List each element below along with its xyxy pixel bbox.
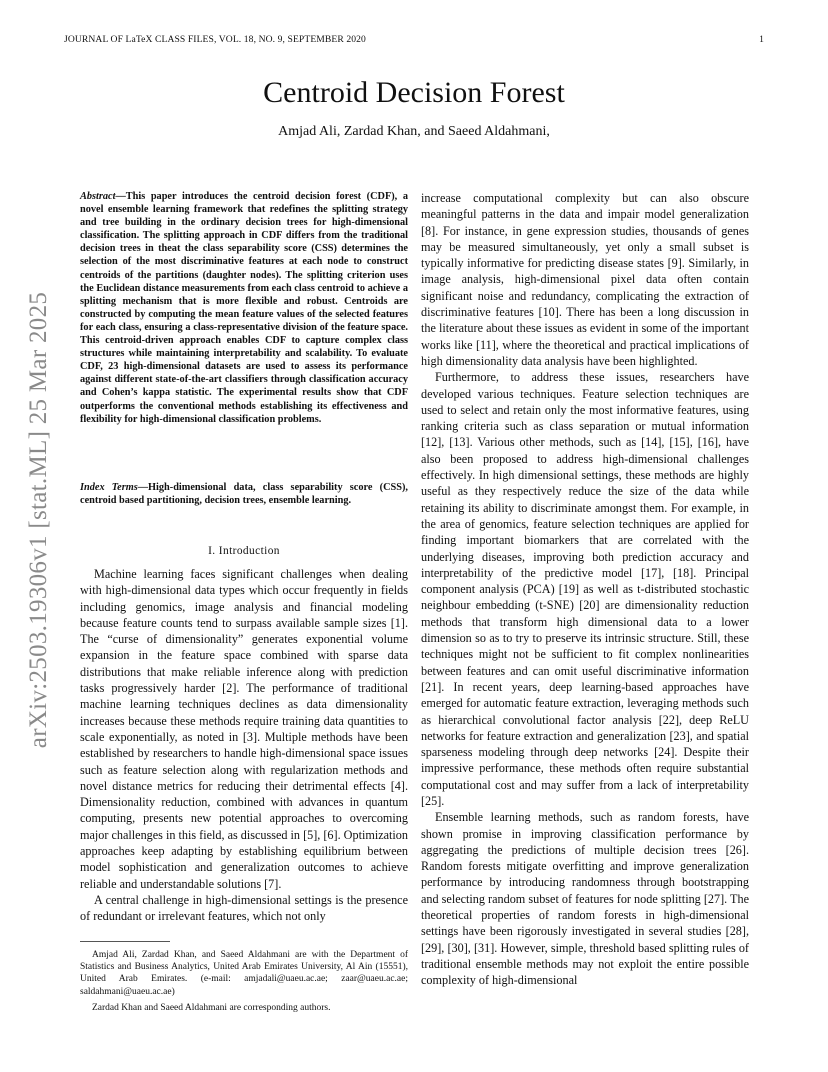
abstract [80,190,408,426]
footnotes [80,949,408,1014]
author-list: Amjad Ali, Zardad Khan, and Saeed Aldahmani, [278,124,550,139]
arxiv-identifier[interactable]: arXiv:2503.19306v1 [stat.ML] 25 Mar 2025 [25,291,52,749]
journal-name: JOURNAL OF LaTeX CLASS FILES, VOL. 18, NO. 9, SEPTEMBER 2020 [64,34,366,45]
paragraph: Ensemble learning methods, such as random forests, have shown promise in improving classification performance by aggregating the predictions of multiple decision trees [26]. Random forests mitigate overfitting and improve generalization performance by introducing randomness through bootstrapping and selecting random subset of features for node splitting [27]. The theoretical properties of random forests in high-dimensional settings have been rigorously investigated in several studies [28], [29], [30], [31]. However, simple, threshold based splitting rules of traditional ensemble methods may not exploit the entire possible complexity of high-dimensional [421,810,749,988]
index-terms-text: —High-dimensional data, class separability score (CSS), centroid based partitioning, decision trees, ensemble learning. [80,482,408,507]
introduction-body [80,566,408,925]
abstract-label: Abstract [80,191,116,202]
paragraph: Machine learning faces significant challenges when dealing with high-dimensional data types which occur frequently in fields including genomics, image analysis and financial modeling because feature counts tend to surpass available sample sizes [1]. The “curse of dimensionality” generates exponential volume expansion in the feature space combined with sparse data distributions that make reliable inference along with prediction tasks progressively harder [2]. The performance of traditional machine learning techniques declines as data dimensionality increases because these methods require training data quantities to scale exponentially, as noted in [3]. Multiple methods have been established by researchers to handle high-dimensional space issues such as feature selection along with regularization methods and novel distance metrics for reducing their detrimental effects [4]. Dimensionality reduction, combined with advances in quantum computing, presents new potential approaches to overcoming major challenges in this field, as discussed in [5], [6]. Optimization approaches keep adapting by establishing equilibrium between model sophistication and generalization outcomes to achieve reliable and understandable solutions [7]. [80,567,408,891]
paragraph: A central challenge in high-dimensional settings is the presence of redundant or irrelevant features, which not only [80,892,408,924]
index-terms-label: Index Terms [80,482,138,493]
footnote-rule [80,941,170,942]
running-header [64,34,764,45]
footnote-affiliation: Amjad Ali, Zardad Khan, and Saeed Aldahmani are with the Department of Statistics and Business Analytics, United Arab Emirates University, Al Ain (15551), United Arab Emirates. (e-mail: amjadali@uaeu.ac.ae; zaar@uaeu.ac.ae; saldahmani@uaeu.ac.ae) [80,950,408,997]
arxiv-stamp [12,260,66,780]
footnote-corresponding: Zardad Khan and Saeed Aldahmani are corresponding authors. [92,1002,331,1013]
paragraph: increase computational complexity but can also obscure meaningful patterns in the data and impair model generalization [8]. For instance, in gene expression studies, thousands of genes may be measured simultaneously, yet only a small subset is typically informative for predicting disease states [9]. Similarly, in image analysis, high-dimensional pixel data often contain significant noise and redundancy, complicating the extraction of discriminative features [10]. There has been a long discussion in the literature about these issues as evident in some of the important works like [11], where the theoretical and practical implications of high dimensionality data analysis have been highlighted. [421,191,749,368]
paper-title: Centroid Decision Forest [263,76,565,109]
page-number: 1 [759,34,764,45]
right-column-body [421,190,749,989]
index-terms [80,481,408,507]
section-heading: I. Introduction [208,545,280,557]
paragraph: Furthermore, to address these issues, researchers have developed various techniques. Feature selection techniques are used to select and retain only the most informative features, using ranking criteria such as class separation or mutual information [12], [13]. Various other methods, such as [14], [15], [16], have also been proposed to address high-dimensional challenges effectively. In high dimensional settings, these methods are highly useful as they respectively reduce the size of the data while retaining its ability to discriminate amongst them. For example, in the area of genomics, feature selection techniques are applied for finding important biomarkers that are correlated with the underlying diseases, improving both prediction accuracy and interpretability of the predictive model [17], [18]. Principal component analysis (PCA) [19] as well as t-distributed stochastic neighbour embedding (t-SNE) [20] are dimensionality reduction methods that transform high dimensional data to a lower dimension so as to try to preserve its intrinsic structure. Still, these techniques might not be sufficient to fit complex nonlinearities between features and can omit useful discriminative information [21]. In recent years, deep learning-based approaches have emerged for automatic feature extraction, leveraging methods such as hierarchical convolutional factor analysis [22], deep ReLU networks for feature extraction and generalization [23], and spatial sparseness modeling through deep networks [24]. Despite their impressive performance, these methods often require substantial computational cost and may suffer from a lack of interpretability [25]. [421,370,749,808]
abstract-text: —This paper introduces the centroid decision forest (CDF), a novel ensemble learning framework that redefines the splitting strategy and tree building in the ordinary decision trees for high-dimensional classification. The splitting approach in CDF differs from the traditional decision trees in theat the class separability score (CSS) determines the selection of the most discriminative features at each node to construct centroids of the partitions (daughter nodes). The splitting criterion uses the Euclidean distance measurements from each class centroid to achieve a splitting mechanism that is more flexible and robust. Centroids are constructed by computing the mean feature values of the selected features for each class, ensuring a class-representative division of the feature space. This centroid-driven approach enables CDF to capture complex class structures while maintaining interpretability and scalability. To evaluate CDF, 23 high-dimensional datasets are used to assess its performance against different state-of-the-art classifiers through classification accuracy and Cohen’s kappa statistic. The experimental results show that CDF outperforms the conventional methods establishing its effectiveness and flexibility for high-dimensional classification problems. [80,191,408,425]
